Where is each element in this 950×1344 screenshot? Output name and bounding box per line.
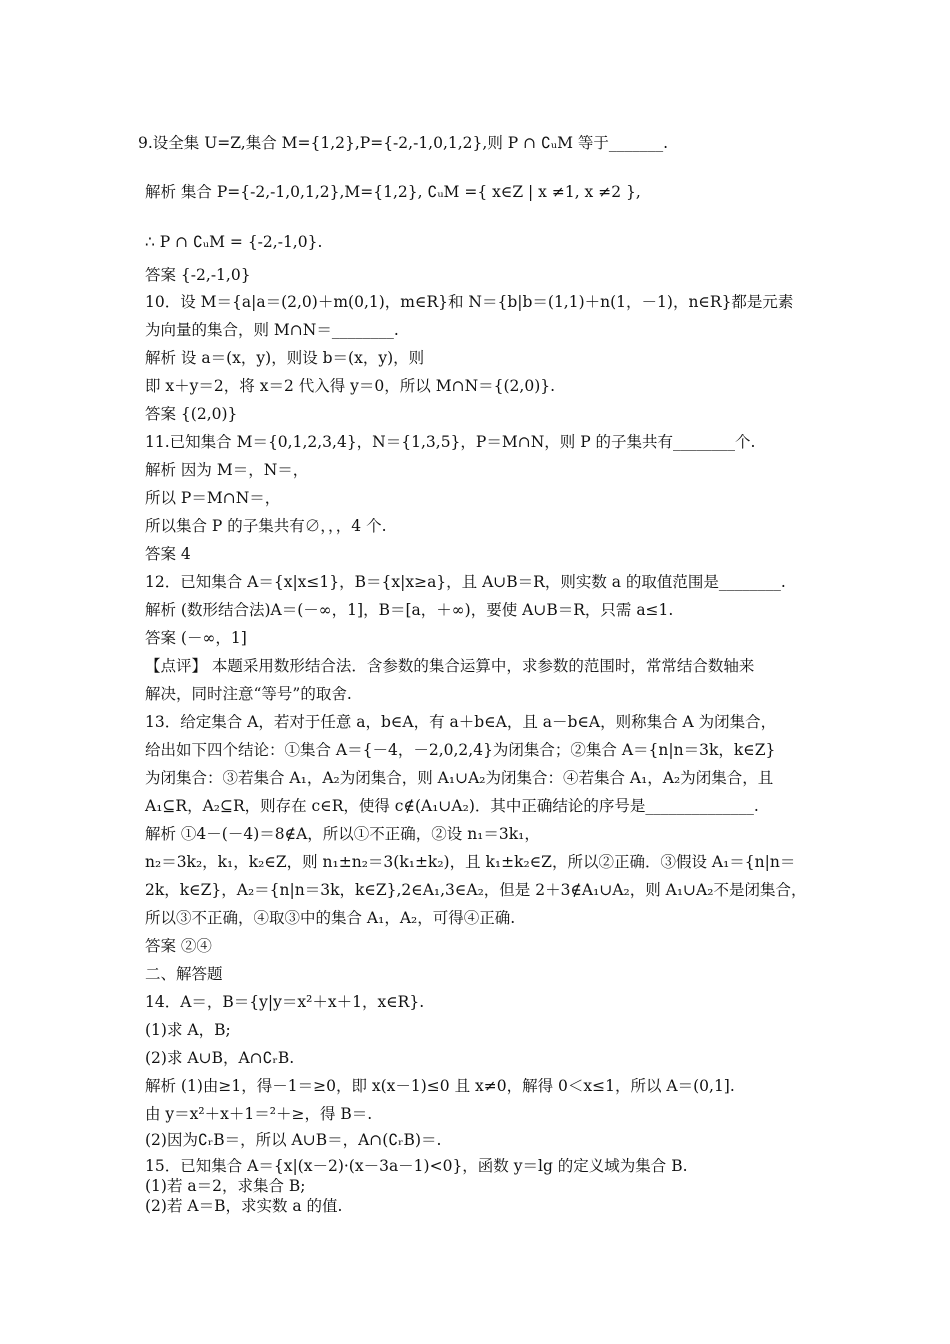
q14-line: 14．A＝，B＝{y|y＝x²＋x＋1，x∈R}. [145,993,425,1011]
q10-solution-1: 解析 设 a＝(x，y)，则设 b＝(x，y)，则 [145,349,425,367]
q9-line [138,133,668,153]
q14-solution-2: 由 y＝x²＋x＋1＝²＋≥，得 B＝. [145,1105,373,1123]
q12-comment-2: 解决，同时注意“等号”的取舍. [145,685,352,703]
q9-conclusion-line [145,232,322,252]
q10-line-1: 10．设 M＝{a|a＝(2,0)＋m(0,1)，m∈R}和 N＝{b|b＝(1,1)＋n(1，－1)，n∈R}都是元素 [145,293,794,311]
q10-answer: 答案 {(2,0)} [145,405,238,423]
q15-line: 15．已知集合 A＝{x|(x－2)·(x－3a－1)<0}，函数 y＝lg 的定义域为集合 B. [145,1157,688,1175]
q12-line: 12．已知集合 A＝{x|x≤1}，B＝{x|x≥a}，且 A∪B＝R，则实数 a 的取值范围是________. [145,573,786,591]
q13-answer: 答案 ②④ [145,937,212,955]
q11-solution-3: 所以集合 P 的子集共有∅，，，4 个. [145,517,387,535]
q14-solution-1: 解析 (1)由≥1，得－1＝≥0，即 x(x－1)≤0 且 x≠0，解得 0＜x≤1，所以 A＝(0,1]. [145,1077,735,1095]
q13-line-2: 给出如下四个结论：①集合 A＝{－4，－2,0,2,4}为闭集合；②集合 A＝{n|n＝3k，k∈Z} [145,741,776,759]
q9-solution-text: 解析 集合 P={-2,-1,0,1,2},M={1,2}, ∁ᵤM ={ x∈Z | x ≠1, x ≠2 }, [145,183,641,201]
q11-solution-2: 所以 P＝M∩N＝， [145,489,281,507]
q13-line-4: A₁⊆R，A₂⊆R，则存在 c∈R，使得 c∉(A₁∪A₂)．其中正确结论的序号是______________. [145,797,759,815]
q9-answer: 答案 {-2,-1,0} [145,266,251,284]
q12-answer: 答案 (－∞，1] [145,629,247,647]
q9-text: 9.设全集 U=Z,集合 M={1,2},P={-2,-1,0,1,2},则 P ∩ ∁ᵤM 等于_______. [138,134,669,152]
section-heading: 二、解答题 [145,965,223,983]
q9-solution-line [145,182,641,202]
q13-line-3: 为闭集合：③若集合 A₁，A₂为闭集合，则 A₁∪A₂为闭集合：④若集合 A₁，A₂为闭集合，且 [145,769,774,787]
q12-comment-1: 【点评】 本题采用数形结合法．含参数的集合运算中，求参数的范围时，常常结合数轴来 [145,657,755,675]
q13-solution-3: 2k，k∈Z}，A₂＝{n|n＝3k，k∈Z},2∈A₁,3∈A₂，但是 2＋3∉A₁∪A₂，则 A₁∪A₂不是闭集合， [145,881,807,899]
q10-line-2: 为向量的集合，则 M∩N＝________. [145,321,399,339]
q12-solution: 解析 (数形结合法)A＝(－∞，1]，B＝[a，＋∞)，要使 A∪B＝R，只需 a≤1. [145,601,674,619]
q9-conclusion-text: ∴ P ∩ ∁ᵤM = {-2,-1,0}. [145,233,323,251]
q10-solution-2: 即 x＋y＝2，将 x＝2 代入得 y＝0，所以 M∩N＝{(2,0)}. [145,377,556,395]
q13-solution-2: n₂＝3k₂，k₁，k₂∈Z，则 n₁±n₂＝3(k₁±k₂)，且 k₁±k₂∈Z，所以②正确．③假设 A₁＝{n|n＝ [145,853,796,871]
q14-part-1: (1)求 A，B; [145,1021,231,1039]
q13-solution-4: 所以③不正确，④取③中的集合 A₁，A₂，可得④正确. [145,909,516,927]
q13-solution-1: 解析 ①4－(－4)＝8∉A，所以①不正确，②设 n₁＝3k₁， [145,825,540,843]
q14-part-2: (2)求 A∪B，A∩∁ᵣB. [145,1049,295,1067]
q11-answer: 答案 4 [145,545,191,563]
q15-part-1: (1)若 a＝2，求集合 B; [145,1177,306,1195]
q13-line-1: 13．给定集合 A，若对于任意 a，b∈A，有 a＋b∈A，且 a－b∈A，则称集合 A 为闭集合， [145,713,777,731]
q14-solution-3: (2)因为∁ᵣB＝，所以 A∪B＝，A∩(∁ᵣB)＝. [145,1131,442,1149]
q11-line: 11.已知集合 M＝{0,1,2,3,4}，N＝{1,3,5}，P＝M∩N，则 P 的子集共有________个. [145,433,756,451]
q11-solution-1: 解析 因为 M＝，N＝， [145,461,309,479]
q15-part-2: (2)若 A＝B，求实数 a 的值. [145,1197,343,1215]
